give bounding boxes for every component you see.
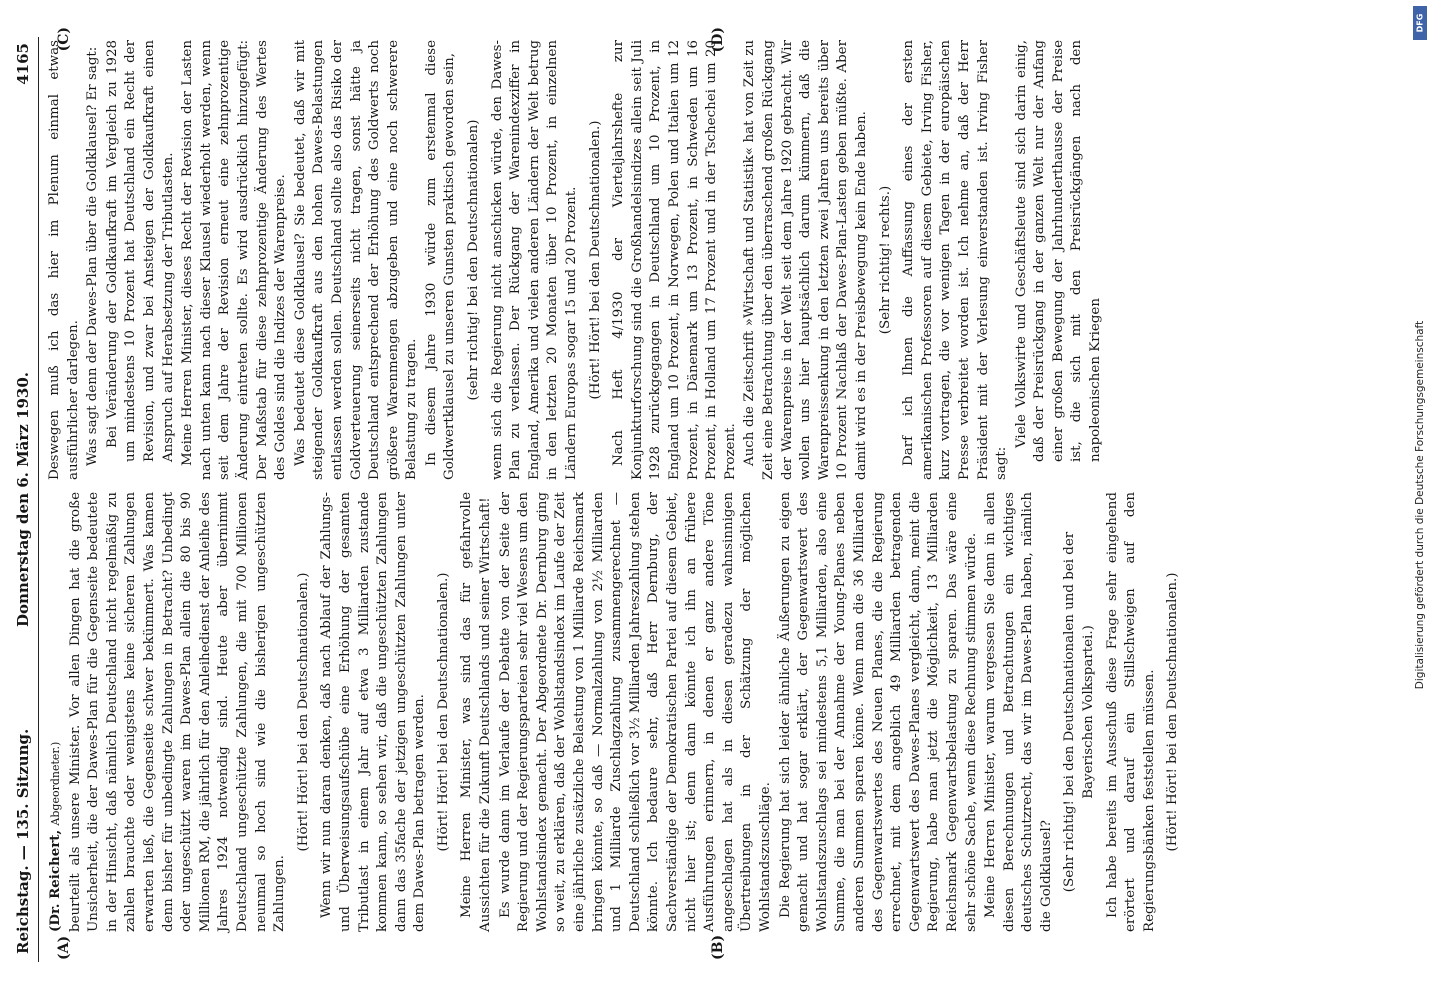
paragraph: Was bedeutet diese Goldklausel? Sie bedeutet, daß wir mit steigender Goldkaufkraft aus den hohen Dawes-Belastungen entlassen werden sollen. Deutschland sollte also das Risiko der Goldverteuerung seinerseits nicht tragen, sonst hätte ja Deutschland entsprechend der Erhöhung des Goldwerts noch größere Warenmengen abzugeben und eine noch schwerere Belastung zu tragen. [292, 40, 420, 480]
paragraph: Die Regierung hat sich leider ähnliche Äußerungen zu eigen gemacht und hat sogar erklärt, der Gegenwartswert des Wohlstandszuschlags sei mindestens 5,1 Milliarden, also eine Summe, die man bei der Annahme der Young-Planes neben anderen Summen sparen könne. Wenn man die 36 Milliarden des Gegenwartswertes des Neuen Planes, die die Regierung errechnet, mit dem angeblich 49 Milliarden betragenden Gegenwartswert des Dawes-Planes vergleicht, dann, meint die Regierung, habe man jetzt die Möglichkeit, 13 Milliarden Reichsmark Gegenwartsbelastung zu sparen. Das wäre eine sehr schöne Sache, wenn diese Rechnung stimmen würde. [777, 492, 979, 932]
interjection: (Sehr richtig! rechts.) [877, 185, 893, 335]
header-session: Reichstag. — 135. Sitzung. [14, 728, 32, 954]
interjection: (Hört! Hört! bei den Deutschnationalen.) [1165, 572, 1181, 852]
margin-mark-b: (B) [710, 934, 726, 960]
left-column [46, 492, 1405, 932]
paragraph: In diesem Jahre 1930 würde zum erstenmal diese Goldwertklausel zu unseren Gunsten praktisch geworden sein, [423, 40, 458, 480]
quotation: Bei Veränderung der Goldkaufkraft im Vergleich zu 1928 um mindestens 10 Prozent hat Deutschland ein Recht der Revision, und zwar bei Ansteigen der Goldkaufkraft einen Anspruch auf Herabsetzung der Tributlasten. [104, 40, 176, 462]
speaker-name: (Dr. Reichert, [47, 829, 63, 932]
paragraph: Meine Herren Minister, warum vergessen Sie denn in allen diesen Berechnungen und Betrachtungen ein wichtiges deutsches Schutzrecht, das wir im Dawes-Plan haben, nämlich die Goldklausel? [983, 492, 1054, 932]
speaker-line [46, 492, 66, 932]
credit-text: Digitalisierung gefördert durch die Deutsche Forschungsgemeinschaft [1414, 320, 1426, 690]
rotated-page-content [10, 27, 1405, 962]
paragraph: Darf ich Ihnen die Auffassung eines der ersten amerikanischen Professoren auf diesem Gebiete, Irving Fisher, kurz vortragen, die vor wenigen Tagen in der europäischen Presse verbreitet worden ist. Ich nehme an, daß der Herr Präsident mit der Verlesung einverstanden ist. Irving Fisher sagt: [901, 40, 1010, 480]
interjection: (Hört! Hört! bei den Deutschnationalen.) [587, 120, 603, 400]
interjection: (Hört! Hört! bei den Deutschnationalen.) [435, 572, 451, 852]
speaker-role: Abgeordneter.) [49, 741, 62, 826]
page-header [10, 37, 39, 962]
page-number: 4165 [14, 43, 32, 85]
paragraph: Auch die Zeitschrift »Wirtschaft und Statistik« hat von Zeit zu Zeit eine Betrachtung über den überraschend großen Rückgang der Warenpreise in der Welt seit dem Jahre 1920 gebracht. Wir wollen uns hier hauptsächlich darum kümmern, daß die Warenpreissenkung in den letzten zwei Jahren uns bereits über 10 Prozent Nachlaß der Dawes-Plan-Lasten geben müßte. Aber damit wird es in der Preisbewegung kein Ende haben. [742, 40, 869, 480]
margin-mark-a: (A) [56, 935, 72, 960]
paragraph: Wenn wir nun daran denken, daß nach Ablauf der Zahlungs- und Überweisungsaufschübe eine Erhöhung der gesamten Tributlast in einem Jahr auf etwa 3 Milliarden zustande kommen kann, so sehen wir, daß die ungeschützten Zahlungen dann das 35fache der jetzigen ungeschützten Zahlungen unter dem Dawes-Plan betragen werden. [319, 492, 428, 932]
interjection: (Hört! Hört! bei den Deutschnationalen.) [295, 572, 311, 852]
paragraph: Ich habe bereits im Ausschuß diese Frage sehr eingehend erörtert und darauf ein Stillschweigen auf den Regierungsbänken feststellen müssen. [1104, 492, 1157, 932]
paragraph: Nach Heft 4/1930 der Vierteljahrshefte zur Konjunkturforschung sind die Großhandelsindizes allein seit Juli 1928 zurückgegangen in Deutschland um 10 Prozent, in England um 10 Prozent, in Norwegen, Polen und Italien um 12 Prozent, in Dänemark um 13 Prozent, in Schweden um 16 Prozent, in Holland um 17 Prozent und in der Tschechei um 20 Prozent. [611, 40, 738, 480]
header-date: Donnerstag den 6. März 1930. [14, 371, 32, 628]
margin-mark-d: (D) [710, 27, 726, 53]
paragraph: Was sagt denn der Dawes-Plan über die Goldklausel? Er sagt: [85, 46, 101, 466]
quotation: Viele Volkswirte und Geschäftsleute sind sich darin einig, daß der Preisrückgang in der ganzen Welt nur der Anfang einer großen Bewegung der Jahrhunderthausse der Preise ist, die sich mit den Preisrückgängen nach den napoleonischen Kriegen [1013, 40, 1104, 462]
paragraph: wenn sich die Regierung nicht anschicken würde, den Dawes-Plan zu verlassen. Der Rückgang der Warenindexziffer in England, Amerika und vielen anderen Ländern der Welt betrug in den letzten 20 Monaten über 10 Prozent, in einzelnen Ländern Europas sogar 15 und 20 Prozent. [489, 40, 580, 480]
margin-mark-c: (C) [56, 27, 72, 52]
paragraph: Deswegen muß ich das hier im Plenum einmal etwas ausführlicher darlegen. [47, 40, 81, 480]
interjection: (Sehr richtig! bei den Deutschnationalen und bei der Bayerischen Volkspartei.) [1062, 531, 1097, 893]
paragraph: Meine Herren Minister, was sind das für gefahrvolle Aussichten für die Zukunft Deutschlands und seiner Wirtschaft! [459, 492, 494, 932]
paragraph: Es wurde dann im Verlaufe der Debatte von der Seite der Regierung und der Regierungsparteien sehr viel Wesens um den Wohlstandsindex gemacht. Der Abgeordnete Dr. Dernburg ging so weit, zu erklären, daß der Wohlstandsindex im Laufe der Zeit eine jährliche zusätzliche Belastung von 1 Milliarde Reichsmark bringen könnte, so daß — Normalzahlung von 2½ Milliarden und 1 Milliarde Zuschlagzahlung zusammengerechnet — Deutschland schließlich vor 3½ Milliarden Jahreszahlung stehen könnte. Ich bedaure sehr, daß Herr Dernburg, der Sachverständige der Demokratischen Partei auf diesem Gebiet, nicht hier ist; denn dann könnte ich ihn an frühere Ausführungen erinnern, in denen er ganz andere Töne angeschlagen hat als in diesen geradezu wahnsinnigen Übertreibungen in der Schätzung der möglichen Wohlstandszuschläge. [497, 492, 773, 932]
paragraph: beurteilt als unsere Minister. Vor allen Dingen hat die große Unsicherheit, die der Dawes-Plan für die Gegenseite bedeutete in der Hinsicht, daß nämlich Deutschland nicht regelmäßig zu zahlen brauchte oder wenigstens keine sicheren Zahlungen erwarten ließ, die Gegenseite schwer bekümmert. Was kamen denn bisher für unbedingte Zahlungen in Betracht? Unbedingt oder ungeschützt waren im Dawes-Plan allein die 80 bis 90 Millionen RM, die jährlich für den Anleihedienst der Anleihe des Jahres 1924 notwendig sind. Heute aber übernimmt Deutschland ungeschützte Zahlungen, die mit 700 Millionen neunmal so hoch sind wie die bisherigen ungeschützten Zahlungen. [67, 492, 288, 932]
dfg-logo: DFG [1413, 6, 1427, 40]
interjection: (sehr richtig! bei den Deutschnationalen) [466, 119, 482, 401]
digitization-credit [1409, 0, 1431, 1000]
paragraph: Meine Herren Minister, dieses Recht der Revision der Lasten nach unten kann nach dieser Klausel wiederholt werden, wenn seit dem Jahre der Revision erneut eine zehnprozentige Änderung eintreten sollte. Es wird ausdrücklich hinzugefügt: Der Maßstab für diese zehnprozentige Änderung des Wertes des Goldes sind die Indizes der Warenpreise. [180, 40, 289, 480]
right-column [46, 40, 1405, 480]
scanned-page [10, 0, 1405, 1000]
